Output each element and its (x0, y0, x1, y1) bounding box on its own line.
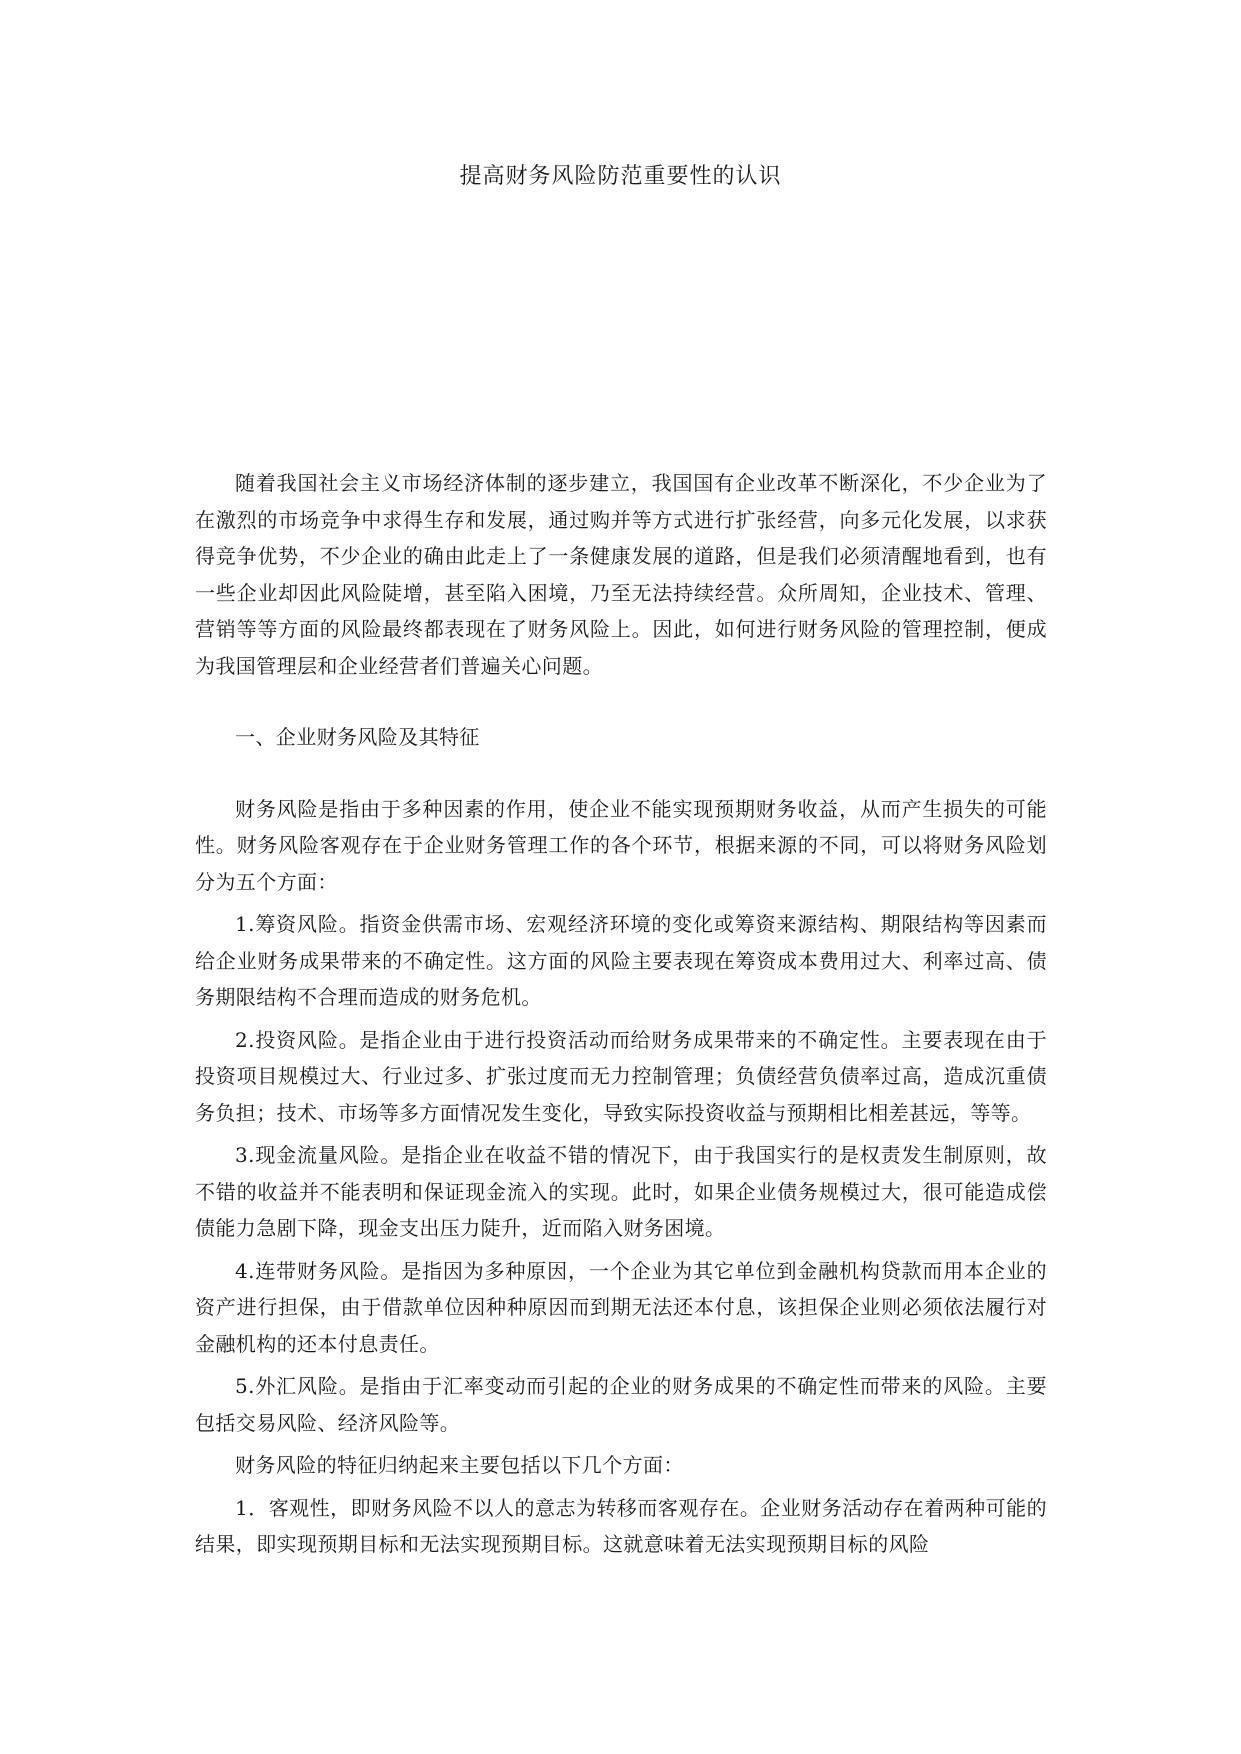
section-heading-1: 一、企业财务风险及其特征 (235, 725, 480, 749)
document-body (195, 465, 1047, 1569)
document-title: 提高财务风险防范重要性的认识 (459, 164, 782, 189)
definition-paragraph: 财务风险是指由于多种因素的作用，使企业不能实现预期财务收益，从而产生损失的可能性。财务风险客观存在于企业财务管理工作的各个环节，根据来源的不同，可以将财务风险划分为五个方面： (195, 796, 1047, 894)
features-intro-paragraph: 财务风险的特征归纳起来主要包括以下几个方面： (235, 1453, 684, 1477)
risk-type-investment: 2.投资风险。是指企业由于进行投资活动而给财务成果带来的不确定性。主要表现在由于投资项目规模过大、行业过多、扩张过度而无力控制管理；负债经营负债率过高，造成沉重债务负担；技术、市场等多方面情况发生变化，导致实际投资收益与预期相比相差甚远，等等。 (195, 1027, 1047, 1125)
risk-type-financing: 1.筹资风险。指资金供需市场、宏观经济环境的变化或筹资来源结构、期限结构等因素而给企业财务成果带来的不确定性。这方面的风险主要表现在筹资成本费用过大、利率过高、债务期限结构不合理而造成的财务危机。 (195, 912, 1047, 1009)
risk-type-cash-flow: 3.现金流量风险。是指企业在收益不错的情况下，由于我国实行的是权责发生制原则，故不错的收益并不能表明和保证现金流入的实现。此时，如果企业债务规模过大，很可能造成偿债能力急剧下降，现金支出压力陡升，近而陷入财务困境。 (195, 1143, 1047, 1240)
risk-type-foreign-exchange: 5.外汇风险。是指由于汇率变动而引起的企业的财务成果的不确定性而带来的风险。主要包括交易风险、经济风险等。 (195, 1374, 1047, 1435)
risk-type-joint-liability: 4.连带财务风险。是指因为多种原因，一个企业为其它单位到金融机构贷款而用本企业的资产进行担保，由于借款单位因种种原因而到期无法还本付息，该担保企业则必须依法履行对金融机构的还本付息责任。 (195, 1258, 1047, 1356)
intro-paragraph: 随着我国社会主义市场经济体制的逐步建立，我国国有企业改革不断深化，不少企业为了在激烈的市场竞争中求得生存和发展，通过购并等方式进行扩张经营，向多元化发展，以求获得竞争优势，不少企业的确由此走上了一条健康发展的道路，但是我们必须清醒地看到，也有一些企业却因此风险陡增，甚至陷入困境，乃至无法持续经营。众所周知，企业技术、管理、营销等等方面的风险最终都表现在了财务风险上。因此，如何进行财务风险的管理控制，便成为我国管理层和企业经营者们普遍关心问题。 (195, 471, 1047, 678)
feature-objectivity-paragraph: 1．客观性，即财务风险不以人的意志为转移而客观存在。企业财务活动存在着两种可能的结果，即实现预期目标和无法实现预期目标。这就意味着无法实现预期目标的风险 (195, 1495, 1047, 1556)
